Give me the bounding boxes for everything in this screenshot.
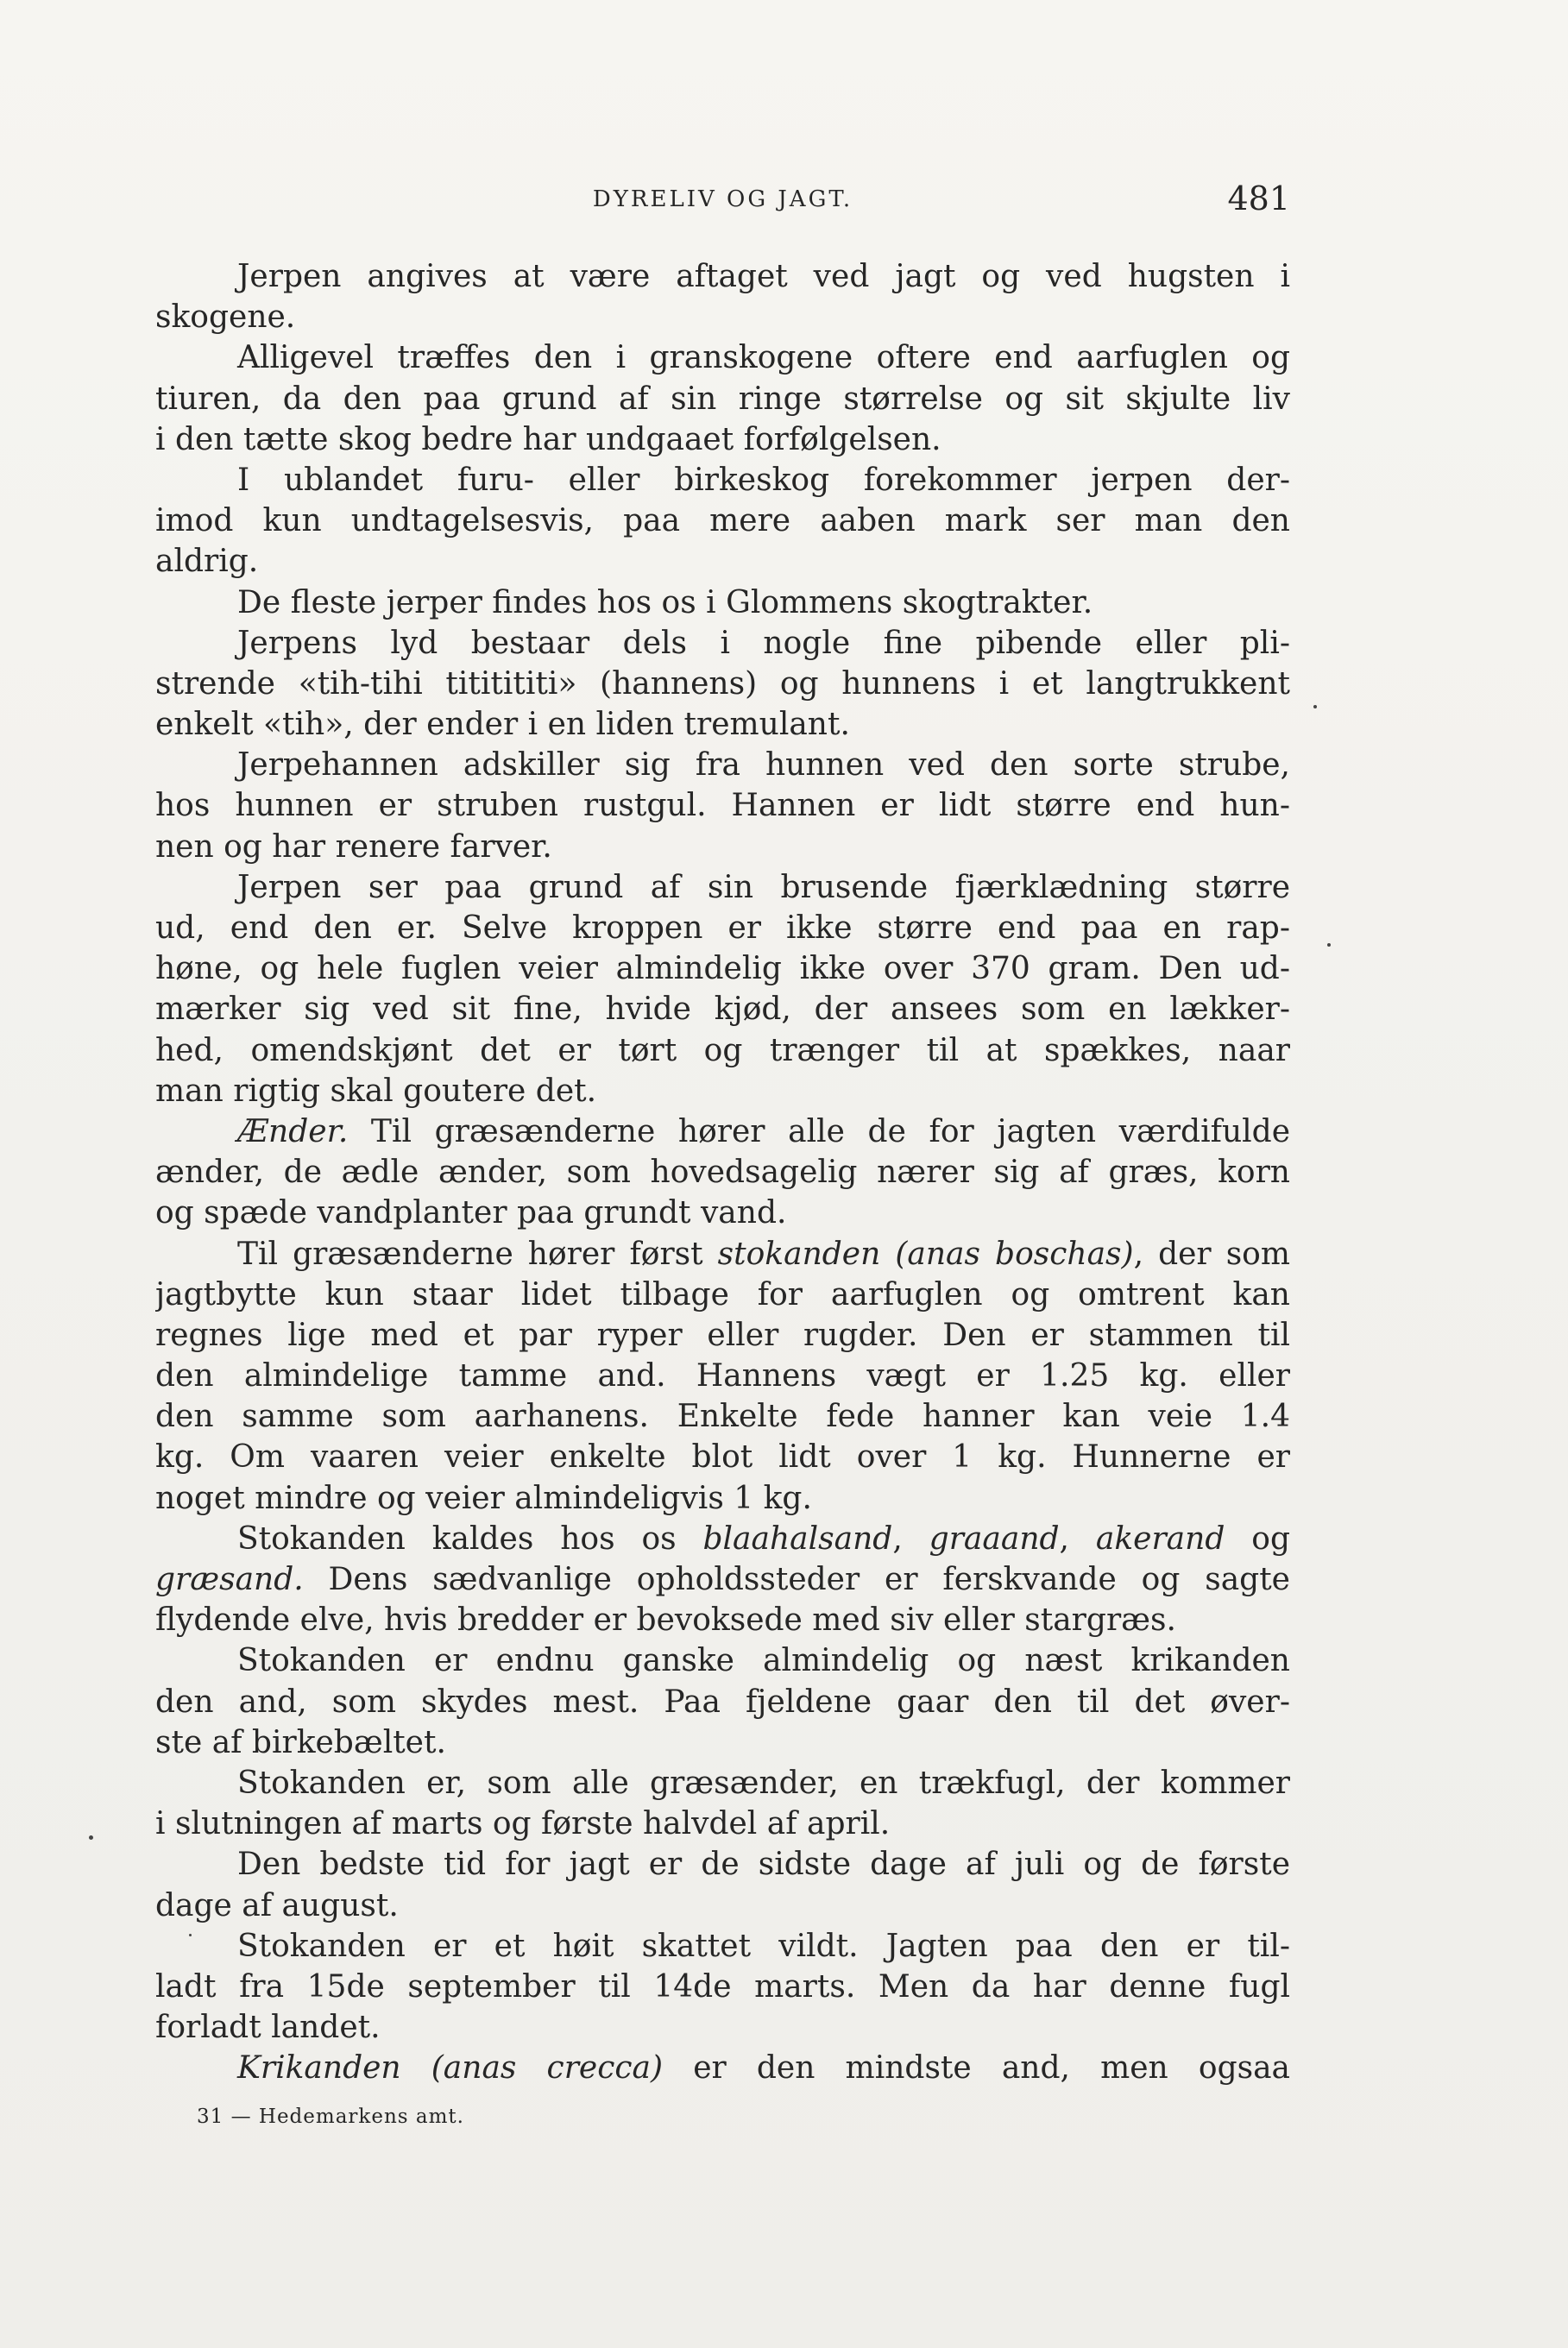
- italic-term: Krikanden (anas crecca): [237, 2050, 664, 2087]
- text-line: nen og har renere farver.: [155, 828, 552, 865]
- text-line: De fleste jerper findes hos os i Glommens skogtrakter.: [237, 584, 1093, 620]
- text-run: Stokanden kaldes hos os: [237, 1520, 703, 1557]
- text-run: Til græsænderne hører først: [237, 1236, 718, 1272]
- text-line: hos hunnen er struben rustgul. Hannen er lidt større end hun-: [155, 788, 1290, 824]
- text-run: Til græsænderne hører alle de for jagten værdifulde: [348, 1113, 1290, 1149]
- text-line: enkelt «tih», der ender i en liden tremulant.: [155, 707, 850, 743]
- text-line: flydende elve, hvis bredder er bevoksede med siv eller stargræs.: [155, 1602, 1176, 1639]
- ink-speck: [1313, 705, 1317, 708]
- text-line: i slutningen af marts og første halvdel af april.: [155, 1806, 891, 1842]
- ink-speck: [1327, 943, 1331, 947]
- text-line: strende «tih-tihi tititititi» (hannens) og hunnens i et langtrukkent: [155, 665, 1290, 702]
- text-line: ste af birkebæltet.: [155, 1724, 446, 1760]
- section-heading: Ænder.: [237, 1113, 349, 1149]
- text-line: [155, 1234, 1290, 1275]
- text-line: [155, 1111, 1290, 1152]
- italic-term: akerand: [1095, 1520, 1225, 1557]
- text-line: [155, 1559, 1290, 1600]
- text-line: ud, end den er. Selve kroppen er ikke større end paa en rap-: [155, 910, 1290, 946]
- text-run: er den mindste and, men ogsaa: [663, 2050, 1290, 2087]
- page-number: 481: [1227, 179, 1290, 217]
- text-line: Jerpens lyd bestaar dels i nogle fine pibende eller pli-: [237, 625, 1290, 661]
- text-line: og spæde vandplanter paa grundt vand.: [155, 1195, 787, 1231]
- text-line: dage af august.: [155, 1887, 399, 1923]
- text-line: den and, som skydes mest. Paa fjeldene gaar den til det øver-: [155, 1684, 1290, 1720]
- italic-term: blaahalsand: [702, 1520, 893, 1557]
- text-line: jagtbytte kun staar lidet tilbage for aarfuglen og omtrent kan: [155, 1276, 1290, 1312]
- text-line: I ublandet furu- eller birkeskog forekommer jerpen der-: [237, 462, 1290, 498]
- italic-term: graaand: [929, 1520, 1060, 1557]
- text-line: Jerpen ser paa grund af sin brusende fjærklædning større: [237, 869, 1290, 905]
- text-line: aldrig.: [155, 544, 259, 580]
- text-line: regnes lige med et par ryper eller rugder. Den er stammen til: [155, 1317, 1290, 1353]
- text-line: Den bedste tid for jagt er de sidste dage af juli og de første: [237, 1847, 1290, 1883]
- text-line: Jerpehannen adskiller sig fra hunnen ved den sorte strube,: [237, 747, 1290, 784]
- text-line: Stokanden er endnu ganske almindelig og næst krikanden: [237, 1643, 1290, 1679]
- text-line: ladt fra 15de september til 14de marts. Men da har denne fugl: [155, 1968, 1290, 2005]
- text-line: Stokanden er et høit skattet vildt. Jagten paa den er til-: [237, 1928, 1290, 1964]
- text-line: man rigtig skal goutere det.: [155, 1073, 597, 1109]
- text-line: Alligevel træffes den i granskogene oftere end aarfuglen og: [237, 340, 1290, 376]
- text-line: imod kun undtagelsesvis, paa mere aaben mark ser man den: [155, 503, 1290, 539]
- page-header: [155, 179, 1290, 223]
- text-run: og: [1225, 1520, 1290, 1557]
- text-line: [155, 2048, 1290, 2088]
- text-line: Stokanden er, som alle græsænder, en trækfugl, der kommer: [237, 1765, 1290, 1801]
- running-head: DYRELIV OG JAGT.: [592, 186, 853, 212]
- text-line: [155, 1519, 1290, 1559]
- text-run: , der som: [1133, 1236, 1290, 1272]
- body-text: [155, 256, 1290, 2088]
- ink-speck: [89, 1835, 93, 1840]
- text-line: forladt landet.: [155, 2010, 381, 2046]
- text-run: ,: [1059, 1520, 1096, 1557]
- text-line: den almindelige tamme and. Hannens vægt er 1.25 kg. eller: [155, 1358, 1290, 1394]
- text-line: noget mindre og veier almindeligvis 1 kg.: [155, 1480, 812, 1516]
- text-line: høne, og hele fuglen veier almindelig ikke over 370 gram. Den ud-: [155, 951, 1290, 987]
- ink-speck: [189, 1934, 192, 1936]
- text-line: kg. Om vaaren veier enkelte blot lidt over 1 kg. Hunnerne er: [155, 1439, 1290, 1476]
- text-line: tiuren, da den paa grund af sin ringe størrelse og sit skjulte liv: [155, 381, 1290, 417]
- text-line: mærker sig ved sit fine, hvide kjød, der ansees som en lækker-: [155, 991, 1290, 1028]
- text-line: i den tætte skog bedre har undgaaet forfølgelsen.: [155, 421, 941, 457]
- text-run: ,: [892, 1520, 929, 1557]
- italic-term: stokanden (anas boschas): [717, 1236, 1134, 1272]
- text-line: hed, omendskjønt det er tørt og trænger til at spækkes, naar: [155, 1032, 1290, 1068]
- italic-term: græsand.: [155, 1562, 304, 1597]
- text-line: Jerpen angives at være aftaget ved jagt og ved hugsten i: [237, 259, 1290, 294]
- text-run: Dens sædvanlige opholdssteder er ferskvande og sagte: [303, 1562, 1290, 1597]
- text-line: ænder, de ædle ænder, som hovedsagelig nærer sig af græs, korn: [155, 1155, 1290, 1191]
- text-line: skogene.: [155, 299, 296, 336]
- text-line: den samme som aarhanens. Enkelte fede hanner kan veie 1.4: [155, 1399, 1290, 1435]
- printer-signature: 31 — Hedemarkens amt.: [197, 2106, 464, 2128]
